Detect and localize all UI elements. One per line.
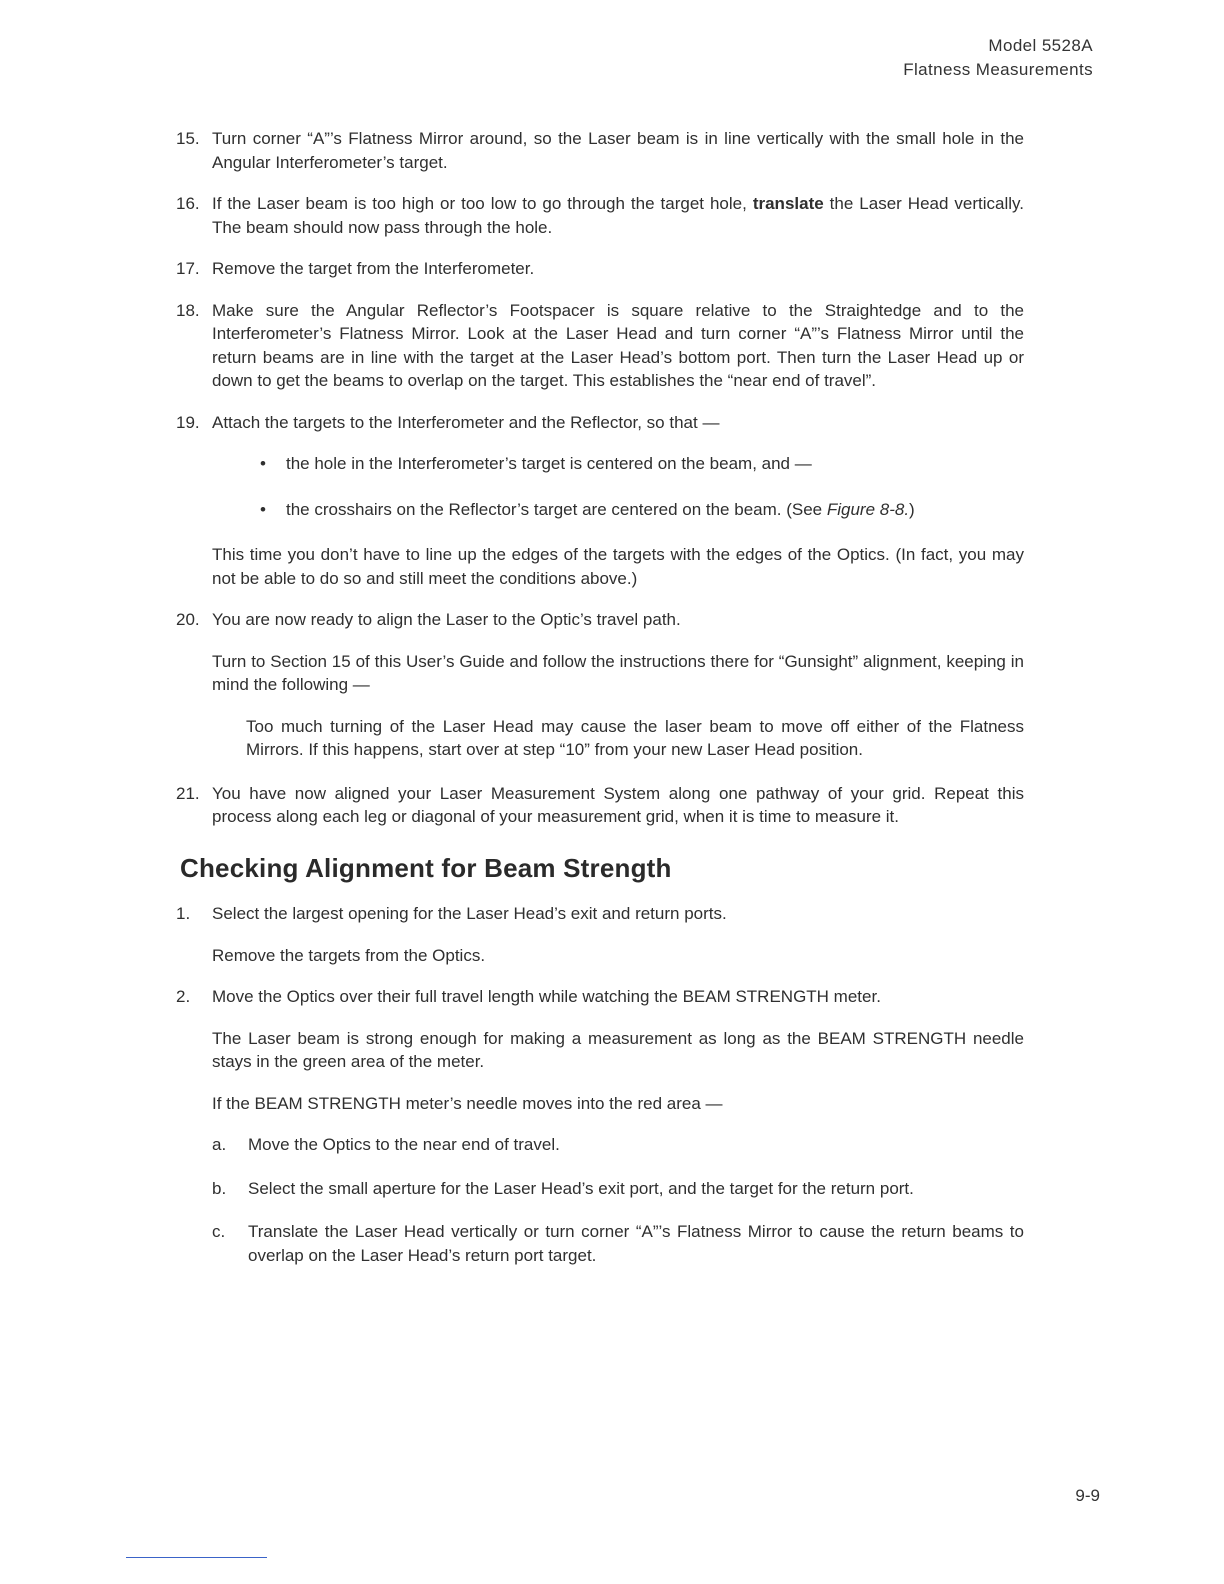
bullet-text-part: ): [909, 499, 915, 519]
step-number: 19.: [176, 412, 200, 432]
step-number: 2.: [176, 987, 191, 1006]
step-20-para: Turn to Section 15 of this User’s Guide and follow the instructions there for “Gunsight” alignment, keeping in mind the following —: [212, 651, 1024, 694]
substep-text: Translate the Laser Head vertically or turn corner “A”’s Flatness Mirror to cause the return beams to overlap on the Laser Head’s return port target.: [248, 1222, 1024, 1265]
step-text-part: the Laser Head vertically. The beam should now pass through the hole.: [212, 194, 1025, 237]
beam-step-2-para: The Laser beam is strong enough for making a measurement as long as the BEAM STRENGTH needle stays in the green area of the meter.: [212, 1028, 1024, 1071]
step-20: [176, 608, 1024, 632]
substep-c: [212, 1220, 1024, 1267]
substep-a: [212, 1133, 1024, 1157]
step-15: [176, 127, 1024, 174]
bullet-text-part: the crosshairs on the Reflector’s target are centered on the beam. (See: [286, 499, 827, 519]
step-text: [212, 192, 1024, 239]
step-number: 20.: [176, 610, 200, 629]
bullet-item: [260, 498, 1024, 522]
step-text: Make sure the Angular Reflector’s Footspacer is square relative to the Straightedge and to the Interferometer’s Flatness Mirror. Look at the Laser Head and turn corner “A”’s Flatness Mirror until the return beams are in line with the target at the Laser Head’s bottom port. Then turn the Laser Head up or down to get the beams to overlap on the target. This establishes the “near end of travel”.: [212, 300, 1024, 390]
beam-step-1: [176, 902, 1024, 926]
step-19: [176, 411, 1024, 435]
step-text: Turn corner “A”’s Flatness Mirror around, so the Laser beam is in line vertically with the small hole in the Angular Interferometer’s target.: [212, 129, 1024, 172]
header-section: Flatness Measurements: [903, 60, 1093, 79]
step-number: 21.: [176, 783, 200, 803]
step-16: [176, 192, 1024, 239]
substep-label: c.: [212, 1222, 226, 1241]
step-number: 1.: [176, 904, 191, 923]
step-18: [176, 299, 1024, 393]
substep-label: a.: [212, 1135, 227, 1154]
step-number: 15.: [176, 129, 200, 148]
bullet-item: [260, 452, 1024, 476]
step-20-caution: Too much turning of the Laser Head may cause the laser beam to move off either of the Flatness Mirrors. If this happens, start over at step “10” from your new Laser Head position.: [246, 716, 1024, 759]
bullet-icon: •: [260, 454, 266, 473]
beam-step-2-para: If the BEAM STRENGTH meter’s needle moves into the red area —: [212, 1093, 723, 1113]
footer-rule: [126, 1557, 267, 1558]
step-number: 17.: [176, 259, 200, 278]
substep-text: Move the Optics to the near end of travel.: [248, 1135, 560, 1154]
page-number: 9-9: [1075, 1486, 1100, 1505]
running-header: [903, 34, 1093, 82]
step-number: 18.: [176, 300, 200, 320]
step-21: [176, 782, 1024, 829]
step-text: You have now aligned your Laser Measurement System along one pathway of your grid. Repeat this process along each leg or diagonal of your measurement grid, when it is time to measure it.: [212, 783, 1024, 826]
header-model: Model 5528A: [988, 36, 1093, 55]
step-text: Attach the targets to the Interferometer and the Reflector, so that —: [212, 412, 720, 432]
page-content: [176, 127, 1024, 1287]
beam-step-1-para: Remove the targets from the Optics.: [212, 945, 486, 965]
figure-reference: Figure 8-8.: [826, 499, 910, 519]
step-text-part: If the Laser beam is too high or too low to go through the target hole,: [212, 194, 753, 213]
step-19-note: This time you don’t have to line up the edges of the targets with the edges of the Optics. (In fact, you may not be able to do so and still meet the conditions above.): [212, 545, 1024, 588]
step-text: You are now ready to align the Laser to the Optic’s travel path.: [212, 610, 681, 629]
substep-text: Select the small aperture for the Laser Head’s exit port, and the target for the return port.: [248, 1178, 914, 1198]
step-text-bold: translate: [752, 194, 824, 213]
substep-b: [212, 1177, 1024, 1201]
bullet-text: [286, 498, 915, 522]
step-17: [176, 257, 1024, 281]
substep-label: b.: [212, 1178, 227, 1198]
bullet-icon: •: [260, 499, 266, 519]
step-text: Select the largest opening for the Laser Head’s exit and return ports.: [212, 904, 727, 923]
section-heading: Checking Alignment for Beam Strength: [180, 852, 672, 883]
step-text: Move the Optics over their full travel length while watching the BEAM STRENGTH meter.: [212, 987, 881, 1006]
beam-step-2: [176, 985, 1024, 1009]
bullet-text: the hole in the Interferometer’s target is centered on the beam, and —: [286, 454, 812, 473]
step-number: 16.: [176, 194, 200, 213]
step-text: Remove the target from the Interferometer.: [212, 259, 535, 278]
